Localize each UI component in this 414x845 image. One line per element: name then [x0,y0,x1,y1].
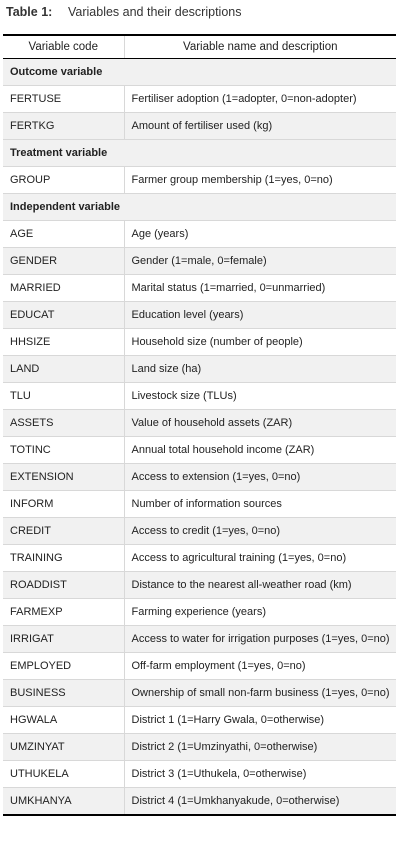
variable-code-cell: TOTINC [3,437,124,464]
table-row [3,707,396,734]
table-row [3,680,396,707]
variable-description-cell: Off-farm employment (1=yes, 0=no) [124,653,396,680]
variable-code-cell: MARRIED [3,275,124,302]
table-row [3,545,396,572]
table-row [3,761,396,788]
table-row [3,248,396,275]
table-body [3,59,396,816]
header-variable-code: Variable code [3,35,124,59]
variable-code-cell: UMZINYAT [3,734,124,761]
table-row [3,86,396,113]
variable-code-cell: FARMEXP [3,599,124,626]
variable-description-cell: Land size (ha) [124,356,396,383]
table-row [3,734,396,761]
table-row [3,491,396,518]
table-row [3,626,396,653]
variable-code-cell: UMKHANYA [3,788,124,816]
header-variable-description: Variable name and description [124,35,396,59]
table-row [3,653,396,680]
variable-description-cell: Household size (number of people) [124,329,396,356]
section-row [3,140,396,167]
variable-description-cell: Ownership of small non-farm business (1=yes, 0=no) [124,680,396,707]
variable-description-cell: Access to extension (1=yes, 0=no) [124,464,396,491]
variable-code-cell: ASSETS [3,410,124,437]
variable-description-cell: Access to water for irrigation purposes (1=yes, 0=no) [124,626,396,653]
variables-table [3,34,396,816]
variable-code-cell: ROADDIST [3,572,124,599]
variable-description-cell: Access to agricultural training (1=yes, 0=no) [124,545,396,572]
variable-code-cell: TRAINING [3,545,124,572]
variable-description-cell: Age (years) [124,221,396,248]
table-row [3,518,396,545]
variable-code-cell: FERTUSE [3,86,124,113]
variable-code-cell: CREDIT [3,518,124,545]
variable-code-cell: FERTKG [3,113,124,140]
variable-description-cell: Education level (years) [124,302,396,329]
variable-description-cell: District 2 (1=Umzinyathi, 0=otherwise) [124,734,396,761]
table-row [3,464,396,491]
table-row [3,302,396,329]
table-row [3,221,396,248]
variable-code-cell: TLU [3,383,124,410]
variable-description-cell: Fertiliser adoption (1=adopter, 0=non-adopter) [124,86,396,113]
variable-code-cell: LAND [3,356,124,383]
variable-code-cell: EMPLOYED [3,653,124,680]
table-number: Table 1: [6,5,53,19]
variable-description-cell: Livestock size (TLUs) [124,383,396,410]
section-label: Outcome variable [3,59,396,86]
table-row [3,167,396,194]
table-row [3,383,396,410]
variable-description-cell: Farmer group membership (1=yes, 0=no) [124,167,396,194]
variable-description-cell: Distance to the nearest all-weather road (km) [124,572,396,599]
section-label: Treatment variable [3,140,396,167]
table-row [3,599,396,626]
table-title: Variables and their descriptions [68,5,242,19]
table-caption [6,5,241,19]
table-row [3,410,396,437]
variable-code-cell: EDUCAT [3,302,124,329]
variable-code-cell: IRRIGAT [3,626,124,653]
table-row [3,275,396,302]
variable-code-cell: EXTENSION [3,464,124,491]
variable-description-cell: District 3 (1=Uthukela, 0=otherwise) [124,761,396,788]
table-row [3,113,396,140]
variable-description-cell: Value of household assets (ZAR) [124,410,396,437]
table-row [3,788,396,816]
variable-code-cell: HGWALA [3,707,124,734]
table-row [3,356,396,383]
variable-code-cell: GROUP [3,167,124,194]
variable-code-cell: BUSINESS [3,680,124,707]
table-row [3,437,396,464]
variable-description-cell: District 1 (1=Harry Gwala, 0=otherwise) [124,707,396,734]
variable-code-cell: GENDER [3,248,124,275]
variable-code-cell: HHSIZE [3,329,124,356]
variable-description-cell: Marital status (1=married, 0=unmarried) [124,275,396,302]
variable-code-cell: INFORM [3,491,124,518]
table-header-row [3,35,396,59]
variable-description-cell: Farming experience (years) [124,599,396,626]
variable-description-cell: Access to credit (1=yes, 0=no) [124,518,396,545]
section-row [3,59,396,86]
variable-code-cell: AGE [3,221,124,248]
table-row [3,572,396,599]
variable-description-cell: Number of information sources [124,491,396,518]
variable-description-cell: Amount of fertiliser used (kg) [124,113,396,140]
variable-code-cell: UTHUKELA [3,761,124,788]
section-label: Independent variable [3,194,396,221]
variable-description-cell: Annual total household income (ZAR) [124,437,396,464]
variable-description-cell: Gender (1=male, 0=female) [124,248,396,275]
table-row [3,329,396,356]
variable-description-cell: District 4 (1=Umkhanyakude, 0=otherwise) [124,788,396,816]
section-row [3,194,396,221]
